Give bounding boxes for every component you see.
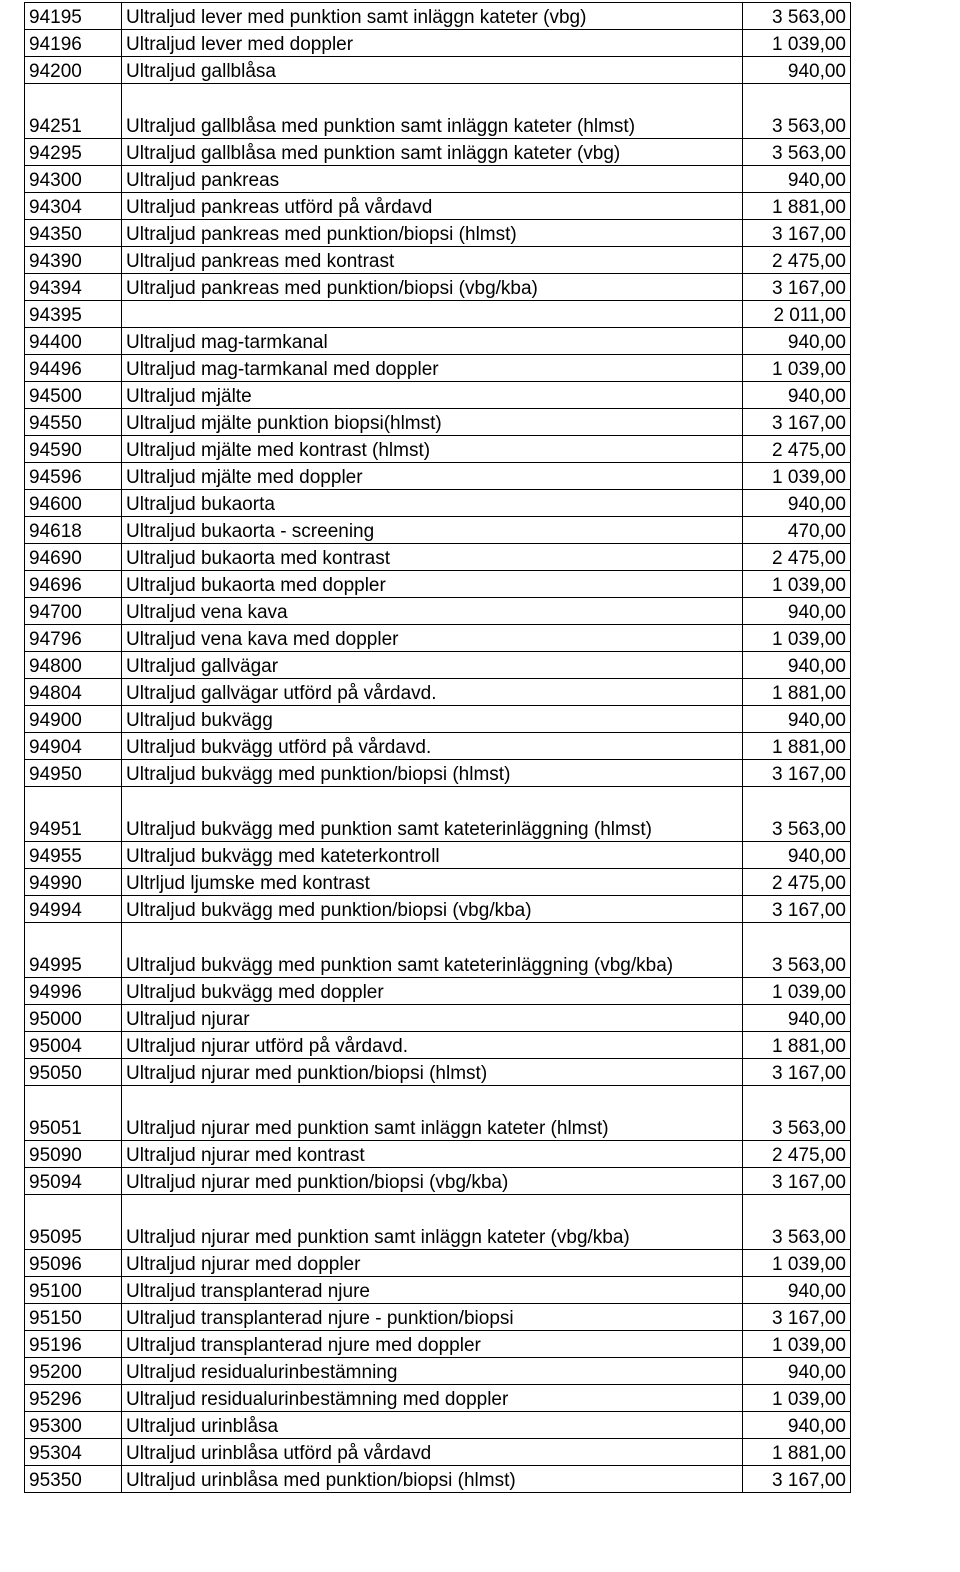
procedure-price-cell: 3 167,00 — [743, 409, 851, 436]
procedure-price-cell: 3 563,00 — [743, 1086, 851, 1141]
procedure-code-cell: 94804 — [25, 679, 122, 706]
procedure-description-cell: Ultraljud gallblåsa — [122, 57, 743, 84]
table-row — [25, 1412, 851, 1439]
procedure-code-cell: 95350 — [25, 1466, 122, 1493]
price-list-body — [25, 3, 851, 1493]
procedure-code-cell: 94200 — [25, 57, 122, 84]
procedure-description-cell: Ultraljud pankreas med kontrast — [122, 247, 743, 274]
table-row — [25, 1250, 851, 1277]
table-row — [25, 490, 851, 517]
table-row — [25, 1195, 851, 1250]
procedure-description-cell: Ultraljud vena kava med doppler — [122, 625, 743, 652]
procedure-description-cell: Ultraljud pankreas med punktion/biopsi (vbg/kba) — [122, 274, 743, 301]
procedure-price-cell: 3 563,00 — [743, 139, 851, 166]
table-row — [25, 328, 851, 355]
table-row — [25, 679, 851, 706]
procedure-code-cell: 94990 — [25, 869, 122, 896]
procedure-description-cell: Ultraljud mjälte — [122, 382, 743, 409]
procedure-description-cell: Ultraljud mag-tarmkanal — [122, 328, 743, 355]
procedure-code-cell: 95150 — [25, 1304, 122, 1331]
procedure-price-cell: 1 881,00 — [743, 679, 851, 706]
procedure-code-cell: 95050 — [25, 1059, 122, 1086]
table-row — [25, 1466, 851, 1493]
table-row — [25, 625, 851, 652]
procedure-price-cell: 3 563,00 — [743, 787, 851, 842]
procedure-price-cell: 3 167,00 — [743, 1168, 851, 1195]
procedure-code-cell: 95100 — [25, 1277, 122, 1304]
procedure-description-cell: Ultraljud njurar med punktion samt inläggn kateter (hlmst) — [122, 1086, 743, 1141]
procedure-description-cell: Ultraljud transplanterad njure med doppler — [122, 1331, 743, 1358]
procedure-price-cell: 2 475,00 — [743, 247, 851, 274]
procedure-code-cell: 94550 — [25, 409, 122, 436]
procedure-code-cell: 95004 — [25, 1032, 122, 1059]
procedure-description-cell: Ultraljud njurar med punktion/biopsi (vbg/kba) — [122, 1168, 743, 1195]
procedure-description-cell: Ultraljud bukaorta med doppler — [122, 571, 743, 598]
procedure-code-cell: 94995 — [25, 923, 122, 978]
procedure-code-cell: 94994 — [25, 896, 122, 923]
procedure-price-cell: 3 563,00 — [743, 84, 851, 139]
procedure-description-cell: Ultraljud njurar med punktion samt inläggn kateter (vbg/kba) — [122, 1195, 743, 1250]
table-row — [25, 1277, 851, 1304]
procedure-price-cell: 1 039,00 — [743, 355, 851, 382]
procedure-description-cell: Ultraljud urinblåsa med punktion/biopsi (hlmst) — [122, 1466, 743, 1493]
procedure-description-cell — [122, 301, 743, 328]
procedure-code-cell: 94500 — [25, 382, 122, 409]
procedure-description-cell: Ultraljud pankreas — [122, 166, 743, 193]
procedure-code-cell: 94951 — [25, 787, 122, 842]
procedure-code-cell: 94295 — [25, 139, 122, 166]
procedure-description-cell: Ultraljud bukvägg med punktion/biopsi (vbg/kba) — [122, 896, 743, 923]
procedure-price-cell: 1 039,00 — [743, 463, 851, 490]
procedure-description-cell: Ultraljud bukaorta — [122, 490, 743, 517]
table-row — [25, 274, 851, 301]
procedure-code-cell: 95095 — [25, 1195, 122, 1250]
table-row — [25, 517, 851, 544]
table-row — [25, 1385, 851, 1412]
table-row — [25, 1032, 851, 1059]
procedure-code-cell: 94596 — [25, 463, 122, 490]
procedure-price-cell: 3 563,00 — [743, 1195, 851, 1250]
table-row — [25, 1168, 851, 1195]
procedure-description-cell: Ultraljud gallvägar utförd på vårdavd. — [122, 679, 743, 706]
procedure-description-cell: Ultraljud njurar med doppler — [122, 1250, 743, 1277]
procedure-price-cell: 940,00 — [743, 57, 851, 84]
procedure-code-cell: 94390 — [25, 247, 122, 274]
table-row — [25, 193, 851, 220]
procedure-code-cell: 95304 — [25, 1439, 122, 1466]
procedure-price-cell: 3 167,00 — [743, 896, 851, 923]
procedure-price-cell: 940,00 — [743, 842, 851, 869]
table-row — [25, 1358, 851, 1385]
table-row — [25, 247, 851, 274]
procedure-code-cell: 94600 — [25, 490, 122, 517]
procedure-description-cell: Ultraljud lever med doppler — [122, 30, 743, 57]
procedure-code-cell: 94395 — [25, 301, 122, 328]
table-row — [25, 30, 851, 57]
procedure-price-cell: 2 475,00 — [743, 436, 851, 463]
procedure-description-cell: Ultraljud bukvägg utförd på vårdavd. — [122, 733, 743, 760]
procedure-description-cell: Ultraljud mjälte punktion biopsi(hlmst) — [122, 409, 743, 436]
procedure-price-cell: 940,00 — [743, 490, 851, 517]
procedure-code-cell: 94996 — [25, 978, 122, 1005]
table-row — [25, 869, 851, 896]
procedure-code-cell: 94400 — [25, 328, 122, 355]
table-row — [25, 842, 851, 869]
procedure-description-cell: Ultraljud pankreas utförd på vårdavd — [122, 193, 743, 220]
procedure-description-cell: Ultraljud transplanterad njure - punktion/biopsi — [122, 1304, 743, 1331]
table-row — [25, 166, 851, 193]
table-row — [25, 896, 851, 923]
procedure-code-cell: 95000 — [25, 1005, 122, 1032]
table-row — [25, 463, 851, 490]
table-row — [25, 1059, 851, 1086]
table-row — [25, 84, 851, 139]
procedure-code-cell: 95094 — [25, 1168, 122, 1195]
procedure-price-cell: 1 039,00 — [743, 1385, 851, 1412]
table-row — [25, 382, 851, 409]
procedure-price-cell: 2 475,00 — [743, 1141, 851, 1168]
table-row — [25, 652, 851, 679]
table-row — [25, 3, 851, 30]
procedure-code-cell: 95300 — [25, 1412, 122, 1439]
table-row — [25, 301, 851, 328]
procedure-code-cell: 94796 — [25, 625, 122, 652]
table-row — [25, 571, 851, 598]
table-row — [25, 139, 851, 166]
procedure-description-cell: Ultraljud residualurinbestämning med doppler — [122, 1385, 743, 1412]
procedure-price-cell: 1 039,00 — [743, 1331, 851, 1358]
procedure-price-cell: 1 881,00 — [743, 1439, 851, 1466]
procedure-description-cell: Ultraljud njurar — [122, 1005, 743, 1032]
procedure-description-cell: Ultraljud transplanterad njure — [122, 1277, 743, 1304]
procedure-code-cell: 94618 — [25, 517, 122, 544]
procedure-code-cell: 95090 — [25, 1141, 122, 1168]
procedure-price-cell: 1 881,00 — [743, 1032, 851, 1059]
procedure-code-cell: 94590 — [25, 436, 122, 463]
procedure-price-cell: 1 881,00 — [743, 193, 851, 220]
procedure-price-cell: 2 011,00 — [743, 301, 851, 328]
table-row — [25, 1005, 851, 1032]
procedure-description-cell: Ultraljud bukvägg med punktion/biopsi (hlmst) — [122, 760, 743, 787]
procedure-description-cell: Ultrljud ljumske med kontrast — [122, 869, 743, 896]
procedure-description-cell: Ultraljud bukvägg med kateterkontroll — [122, 842, 743, 869]
procedure-description-cell: Ultraljud gallvägar — [122, 652, 743, 679]
procedure-code-cell: 94195 — [25, 3, 122, 30]
procedure-code-cell: 94394 — [25, 274, 122, 301]
table-row — [25, 978, 851, 1005]
procedure-code-cell: 94900 — [25, 706, 122, 733]
procedure-description-cell: Ultraljud gallblåsa med punktion samt inläggn kateter (vbg) — [122, 139, 743, 166]
procedure-price-cell: 3 167,00 — [743, 220, 851, 247]
table-row — [25, 436, 851, 463]
procedure-code-cell: 94904 — [25, 733, 122, 760]
procedure-price-cell: 940,00 — [743, 1412, 851, 1439]
procedure-price-cell: 940,00 — [743, 1277, 851, 1304]
table-row — [25, 760, 851, 787]
procedure-description-cell: Ultraljud bukvägg — [122, 706, 743, 733]
procedure-price-cell: 3 563,00 — [743, 3, 851, 30]
procedure-price-cell: 1 039,00 — [743, 1250, 851, 1277]
procedure-price-cell: 3 563,00 — [743, 923, 851, 978]
price-list-table — [24, 2, 851, 1493]
procedure-description-cell: Ultraljud njurar med kontrast — [122, 1141, 743, 1168]
procedure-description-cell: Ultraljud gallblåsa med punktion samt inläggn kateter (hlmst) — [122, 84, 743, 139]
procedure-code-cell: 94496 — [25, 355, 122, 382]
procedure-description-cell: Ultraljud bukvägg med punktion samt kateterinläggning (vbg/kba) — [122, 923, 743, 978]
procedure-price-cell: 3 167,00 — [743, 1059, 851, 1086]
procedure-code-cell: 94955 — [25, 842, 122, 869]
procedure-price-cell: 3 167,00 — [743, 1304, 851, 1331]
procedure-code-cell: 95296 — [25, 1385, 122, 1412]
procedure-code-cell: 95200 — [25, 1358, 122, 1385]
procedure-description-cell: Ultraljud bukvägg med doppler — [122, 978, 743, 1005]
procedure-code-cell: 94251 — [25, 84, 122, 139]
procedure-price-cell: 940,00 — [743, 598, 851, 625]
procedure-code-cell: 95096 — [25, 1250, 122, 1277]
procedure-description-cell: Ultraljud bukaorta med kontrast — [122, 544, 743, 571]
procedure-description-cell: Ultraljud residualurinbestämning — [122, 1358, 743, 1385]
procedure-price-cell: 1 039,00 — [743, 571, 851, 598]
table-row — [25, 409, 851, 436]
table-row — [25, 1141, 851, 1168]
procedure-code-cell: 94700 — [25, 598, 122, 625]
table-row — [25, 1331, 851, 1358]
procedure-price-cell: 2 475,00 — [743, 869, 851, 896]
procedure-description-cell: Ultraljud vena kava — [122, 598, 743, 625]
procedure-price-cell: 470,00 — [743, 517, 851, 544]
procedure-description-cell: Ultraljud lever med punktion samt inläggn kateter (vbg) — [122, 3, 743, 30]
table-row — [25, 787, 851, 842]
procedure-description-cell: Ultraljud mjälte med kontrast (hlmst) — [122, 436, 743, 463]
table-row — [25, 544, 851, 571]
procedure-description-cell: Ultraljud njurar utförd på vårdavd. — [122, 1032, 743, 1059]
procedure-price-cell: 3 167,00 — [743, 760, 851, 787]
procedure-description-cell: Ultraljud mag-tarmkanal med doppler — [122, 355, 743, 382]
procedure-price-cell: 1 039,00 — [743, 30, 851, 57]
procedure-price-cell: 940,00 — [743, 1005, 851, 1032]
procedure-price-cell: 940,00 — [743, 328, 851, 355]
procedure-description-cell: Ultraljud urinblåsa — [122, 1412, 743, 1439]
procedure-description-cell: Ultraljud mjälte med doppler — [122, 463, 743, 490]
table-row — [25, 598, 851, 625]
procedure-price-cell: 940,00 — [743, 706, 851, 733]
procedure-code-cell: 95196 — [25, 1331, 122, 1358]
procedure-code-cell: 94350 — [25, 220, 122, 247]
procedure-price-cell: 1 039,00 — [743, 978, 851, 1005]
procedure-description-cell: Ultraljud pankreas med punktion/biopsi (hlmst) — [122, 220, 743, 247]
procedure-price-cell: 940,00 — [743, 166, 851, 193]
procedure-code-cell: 94300 — [25, 166, 122, 193]
table-row — [25, 1439, 851, 1466]
procedure-price-cell: 2 475,00 — [743, 544, 851, 571]
procedure-code-cell: 94950 — [25, 760, 122, 787]
table-row — [25, 733, 851, 760]
procedure-price-cell: 1 039,00 — [743, 625, 851, 652]
procedure-description-cell: Ultraljud bukvägg med punktion samt kateterinläggning (hlmst) — [122, 787, 743, 842]
table-row — [25, 706, 851, 733]
procedure-price-cell: 940,00 — [743, 382, 851, 409]
procedure-description-cell: Ultraljud urinblåsa utförd på vårdavd — [122, 1439, 743, 1466]
procedure-description-cell: Ultraljud bukaorta - screening — [122, 517, 743, 544]
procedure-price-cell: 3 167,00 — [743, 274, 851, 301]
table-row — [25, 923, 851, 978]
procedure-code-cell: 94690 — [25, 544, 122, 571]
table-row — [25, 57, 851, 84]
table-row — [25, 1086, 851, 1141]
procedure-price-cell: 940,00 — [743, 652, 851, 679]
procedure-price-cell: 940,00 — [743, 1358, 851, 1385]
procedure-code-cell: 94304 — [25, 193, 122, 220]
procedure-description-cell: Ultraljud njurar med punktion/biopsi (hlmst) — [122, 1059, 743, 1086]
table-row — [25, 220, 851, 247]
procedure-price-cell: 3 167,00 — [743, 1466, 851, 1493]
procedure-code-cell: 94196 — [25, 30, 122, 57]
procedure-price-cell: 1 881,00 — [743, 733, 851, 760]
table-row — [25, 1304, 851, 1331]
table-row — [25, 355, 851, 382]
procedure-code-cell: 95051 — [25, 1086, 122, 1141]
procedure-code-cell: 94800 — [25, 652, 122, 679]
procedure-code-cell: 94696 — [25, 571, 122, 598]
